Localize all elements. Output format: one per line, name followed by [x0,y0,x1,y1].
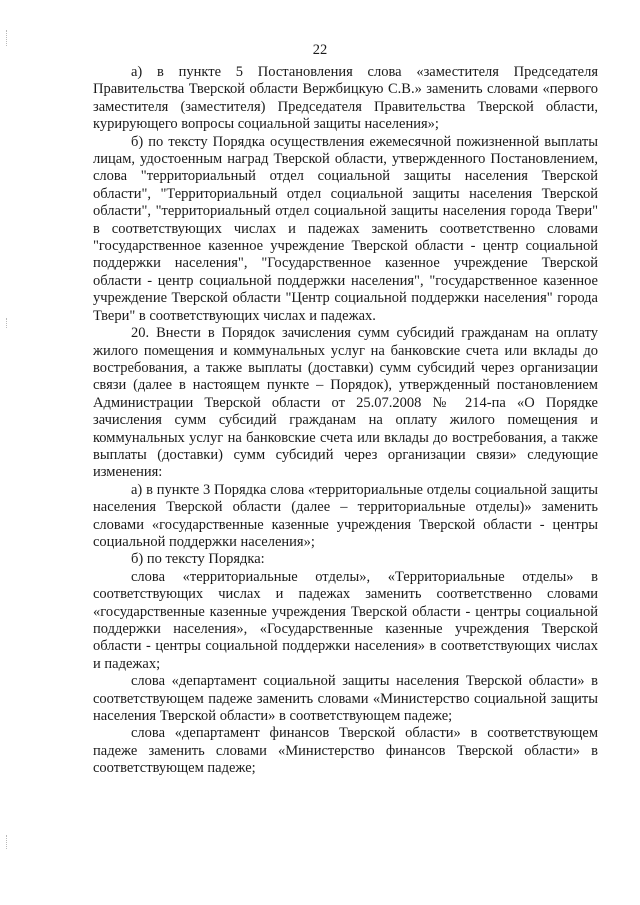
paragraph: 20. Внести в Порядок зачисления сумм субсидий гражданам на оплату жилого помещения и коммунальных услуг на банковские счета или вклады до востребования, а также выплаты (доставки) сумм субсидий через организации связи (далее в настоящем пункте – Порядок), утвержденный постановлением Администрации Тверской области от 25.07.2008 № 214-па «О Порядке зачисления сумм субсидий гражданам на оплату жилого помещения и коммунальных услуг на банковские счета или вклады до востребования, а также выплаты (доставки) сумм субсидий через организации связи» следующие изменения: [93,325,598,481]
paragraph: слова «департамент социальной защиты населения Тверской области» в соответствующем падеже заменить словами «Министерство социальной защиты населения Тверской области» в соответствующем падеже; [93,673,598,725]
paragraph: слова «департамент финансов Тверской области» в соответствующем падеже заменить словами «Министерство финансов Тверской области» в соответствующем падеже; [93,725,598,777]
page-number: 22 [312,42,328,58]
paragraph: б) по тексту Порядка: [131,551,265,568]
scan-margin-mark [6,318,9,328]
paragraph: а) в пункте 3 Порядка слова «территориальные отделы социальной защиты населения Тверской области (далее – территориальные отделы)» заменить словами «государственные казенные учреждения Тверской области - центры социальной поддержки населения»; [93,481,598,550]
paragraph: а) в пункте 5 Постановления слова «заместителя Председателя Правительства Тверской области Вержбицкую С.В.» заменить словами «первого заместителя (заместителя) Председателя Правительства Тверской области, курирующего вопросы социальной защиты населения»; [93,64,598,133]
document-body [93,64,598,778]
scan-margin-mark [6,835,9,849]
paragraph: слова «территориальные отделы», «Территориальные отделы» в соответствующих числах и падежах заменить соответственно словами «государственные казенные учреждения Тверской области - центры социальной поддержки населения», «Государственные казенные учреждения Тверской области - центры социальной поддержки населения» в соответствующих числах и падежах; [93,568,598,672]
paragraph: б) по тексту Порядка осуществления ежемесячной пожизненной выплаты лицам, удостоенным наград Тверской области, утвержденного Постановлением, слова "территориальный отдел социальной защиты населения Тверской области", "Территориальный отдел социальной защиты населения Тверской области", "территориальный отдел социальной защиты населения города Твери" в соответствующих числах и падежах заменить соответственно словами "государственное казенное учреждение Тверской области - центр социальной поддержки населения", "Государственное казенное учреждение Тверской области - центр социальной поддержки населения", "государственное казенное учреждение Тверской области "Центр социальной поддержки населения" города Твери" в соответствующих числах и падежах. [93,133,598,324]
